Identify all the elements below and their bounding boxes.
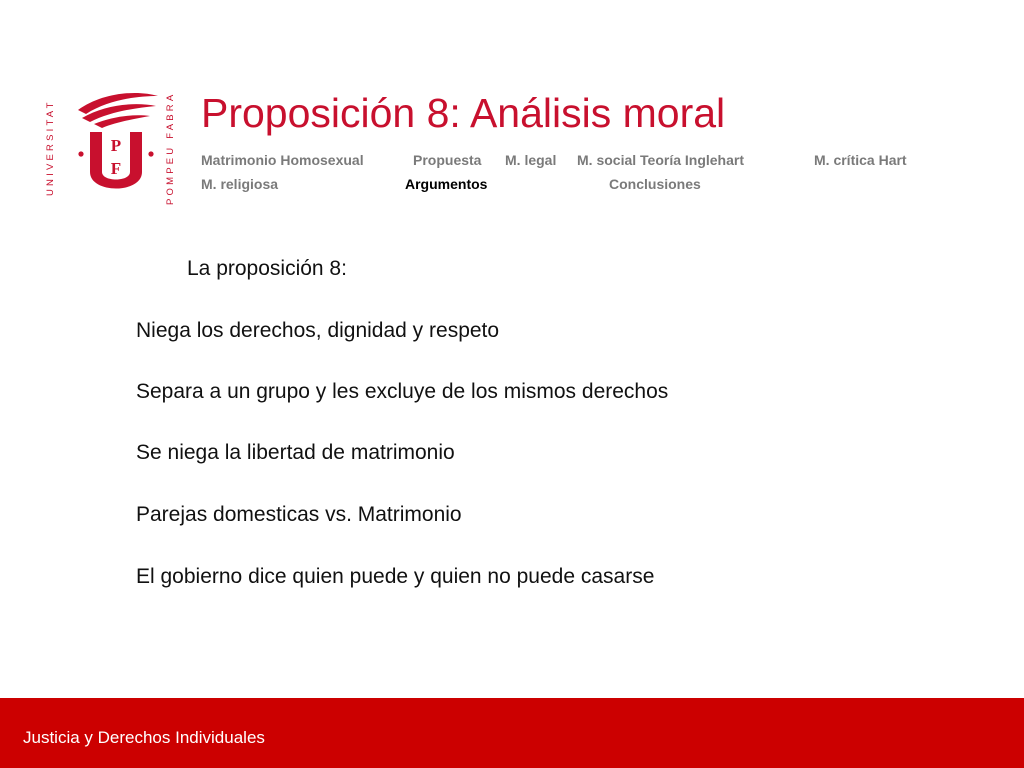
nav-item-m-legal[interactable]: M. legal <box>505 152 557 168</box>
nav-item-argumentos[interactable]: Argumentos <box>405 176 488 192</box>
content-item: Parejas domesticas vs. Matrimonio <box>136 503 462 526</box>
content-item: El gobierno dice quien puede y quien no puede casarse <box>136 565 655 588</box>
logo-university-text: UNIVERSITAT <box>45 99 56 197</box>
content-intro: La proposición 8: <box>187 257 347 280</box>
content-item: Separa a un grupo y les excluye de los mismos derechos <box>136 380 669 403</box>
nav-item-m-social[interactable]: M. social Teoría Inglehart <box>577 152 745 168</box>
logo-pompeu-fabra-text: POMPEU FABRA <box>165 91 176 205</box>
footer-bar <box>0 698 1024 768</box>
nav-item-m-religiosa[interactable]: M. religiosa <box>201 176 279 192</box>
nav-row-1 <box>201 148 1001 172</box>
logo-letter-f: F <box>110 159 122 178</box>
content-item: Niega los derechos, dignidad y respeto <box>136 319 500 342</box>
university-logo <box>44 86 184 210</box>
nav-item-m-critica[interactable]: M. crítica Hart <box>814 152 907 168</box>
section-navigation <box>201 148 1001 196</box>
nav-item-propuesta[interactable]: Propuesta <box>413 152 482 168</box>
nav-row-2 <box>201 172 1001 196</box>
content-item: Se niega la libertad de matrimonio <box>136 441 455 464</box>
nav-item-matrimonio-homosexual[interactable]: Matrimonio Homosexual <box>201 152 364 168</box>
upf-emblem-icon <box>68 88 164 208</box>
logo-letter-p: P <box>110 136 122 155</box>
slide-title: Proposición 8: Análisis moral <box>201 90 726 136</box>
nav-item-conclusiones[interactable]: Conclusiones <box>609 176 701 192</box>
footer-course-title: Justicia y Derechos Individuales <box>23 728 265 747</box>
